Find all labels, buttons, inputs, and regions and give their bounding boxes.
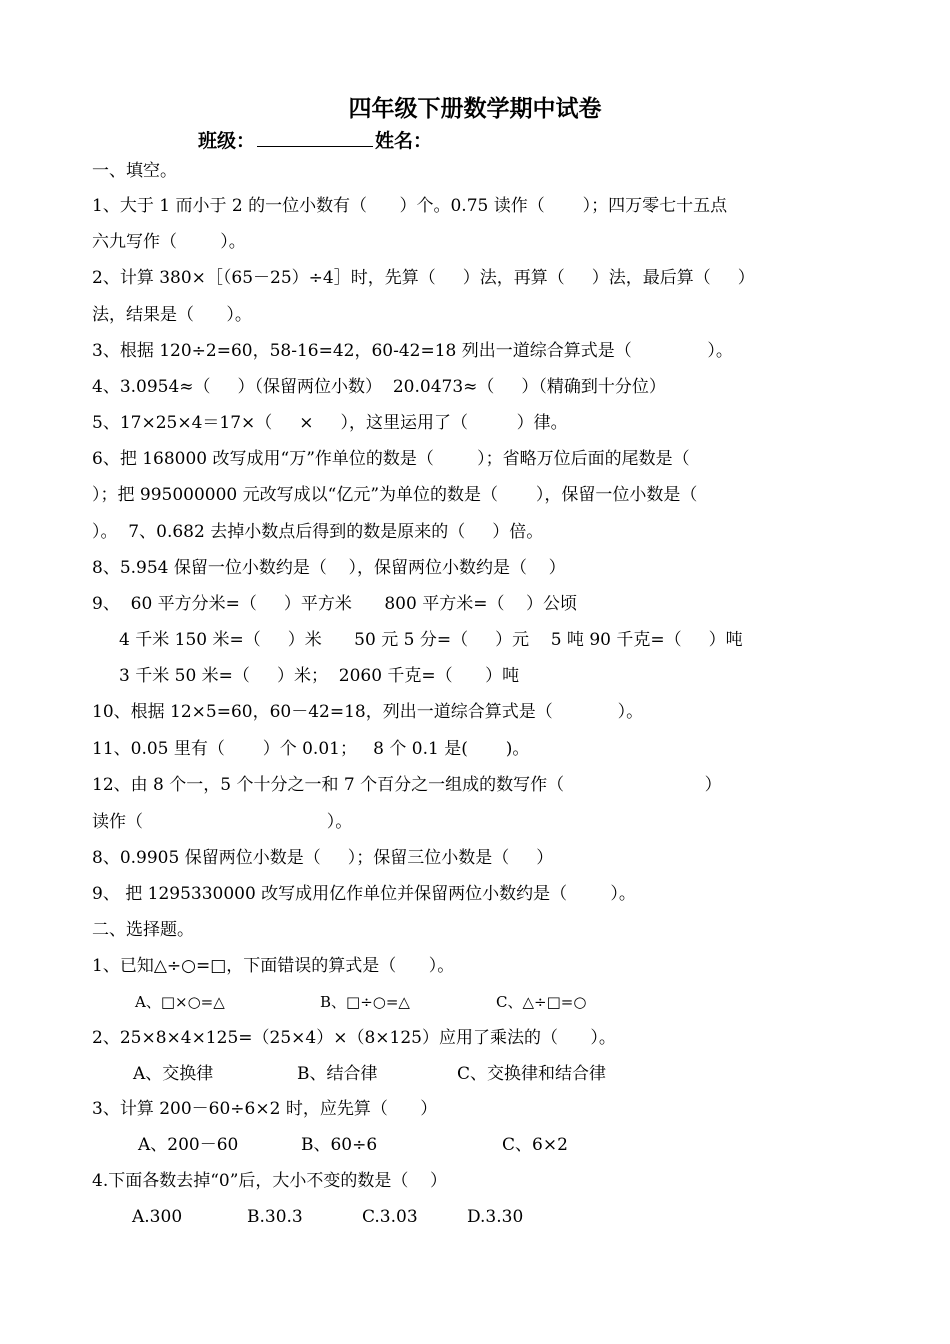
choice-option-a[interactable]: A.300 [132, 1207, 183, 1227]
choice-option-a[interactable]: A、200－60 [138, 1135, 239, 1155]
choice-option-a[interactable]: A、交换律 [133, 1064, 214, 1084]
fill-line: 读作（ ）。 [92, 812, 353, 832]
choice-option-b[interactable]: B、60÷6 [301, 1135, 378, 1155]
section1-heading: 一、填空。 [92, 161, 177, 181]
fill-line: 11、0.05 里有（ ）个 0.01； 8 个 0.1 是( )。 [92, 739, 530, 759]
fill-line: ）。 7、0.682 去掉小数点后得到的数是原来的（ ）倍。 [92, 522, 544, 542]
choice-option-d[interactable]: D.3.30 [467, 1207, 524, 1227]
section2-heading: 二、选择题。 [92, 920, 194, 940]
fill-line: 2、计算 380×［（65－25）÷4］时，先算（ ）法，再算（ ）法，最后算（ ） [92, 268, 755, 288]
choice-option-c[interactable]: C、交换律和结合律 [457, 1064, 607, 1084]
fill-line: 法，结果是（ ）。 [92, 305, 252, 325]
choice-question: 3、计算 200－60÷6×2 时，应先算（ ） [92, 1099, 438, 1119]
fill-line: 9、 60 平方分米=（ ）平方米 800 平方米=（ ）公顷 [92, 594, 578, 614]
choice-option-a[interactable]: A、□×○=△ [135, 993, 225, 1011]
fill-line: 4 千米 150 米=（ ）米 50 元 5 分=（ ）元 5 吨 90 千克=（ ）吨 [92, 630, 743, 650]
fill-line: 10、根据 12×5=60，60－42=18，列出一道综合算式是（ ）。 [92, 702, 644, 722]
choice-option-b[interactable]: B、结合律 [297, 1064, 378, 1084]
choice-option-b[interactable]: B、□÷○=△ [320, 993, 410, 1011]
student-info-line [198, 128, 432, 154]
name-label: 姓名： [375, 130, 433, 152]
choice-option-c[interactable]: C.3.03 [362, 1207, 418, 1227]
fill-line: 六九写作（ ）。 [92, 232, 246, 252]
choice-question: 1、已知△÷○=□，下面错误的算式是（ ）。 [92, 956, 455, 976]
class-label: 班级： [198, 130, 256, 152]
exam-title: 四年级下册数学期中试卷 [348, 96, 602, 122]
fill-line: 8、0.9905 保留两位小数是（ ）；保留三位小数是（ ） [92, 848, 554, 868]
choice-question: 4.下面各数去掉“0”后，大小不变的数是（ ） [92, 1171, 448, 1191]
choice-question: 2、25×8×4×125=（25×4）×（8×125）应用了乘法的（ ）。 [92, 1028, 616, 1048]
fill-line: ）；把 995000000 元改写成以“亿元”为单位的数是（ ），保留一位小数是（ [92, 485, 698, 505]
class-blank[interactable] [257, 128, 373, 147]
fill-line: 3、根据 120÷2=60，58-16=42，60-42=18 列出一道综合算式是（ ）。 [92, 341, 733, 361]
fill-line: 8、5.954 保留一位小数约是（ ），保留两位小数约是（ ） [92, 558, 566, 578]
fill-line: 1、大于 1 而小于 2 的一位小数有（ ）个。0.75 读作（ ）；四万零七十五点 [92, 196, 728, 216]
fill-line: 5、17×25×4＝17×（ × ），这里运用了（ ）律。 [92, 413, 568, 433]
choice-option-b[interactable]: B.30.3 [247, 1207, 303, 1227]
fill-line: 12、由 8 个一，5 个十分之一和 7 个百分之一组成的数写作（ ） [92, 775, 722, 795]
fill-line: 3 千米 50 米=（ ）米； 2060 千克=（ ）吨 [92, 666, 520, 686]
fill-line: 9、 把 1295330000 改写成用亿作单位并保留两位小数约是（ ）。 [92, 884, 636, 904]
choice-option-c[interactable]: C、△÷□=○ [496, 993, 587, 1011]
fill-line: 6、把 168000 改写成用“万”作单位的数是（ ）；省略万位后面的尾数是（ [92, 449, 690, 469]
choice-option-c[interactable]: C、6×2 [502, 1135, 568, 1155]
fill-line: 4、3.0954≈（ ）（保留两位小数） 20.0473≈（ ）（精确到十分位） [92, 377, 666, 397]
